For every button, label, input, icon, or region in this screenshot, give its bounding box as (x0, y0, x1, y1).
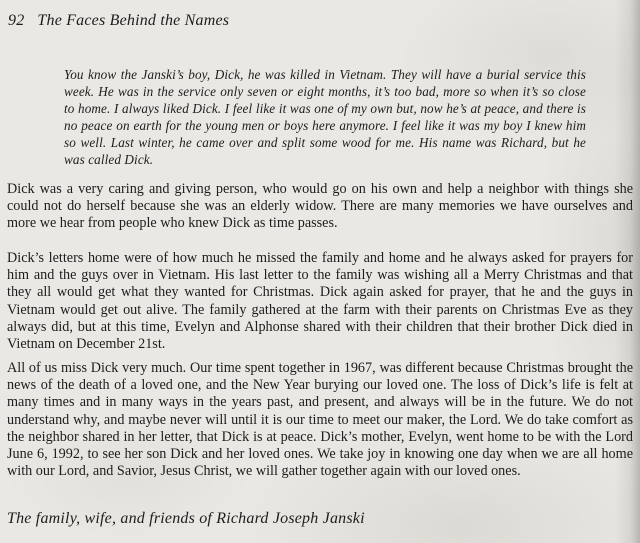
page-number: 92 (8, 12, 25, 29)
neighbor-letter-quote: You know the Janski’s boy, Dick, he was killed in Vietnam. They will have a burial service this week. He was in the service only seven or eight months, it’s too bad, more so when it’s so close to home. I always liked Dick. I feel like it was one of my own but, now he’s at peace, and there is no peace on earth for the young men or boys here anymore. I feel like it was my boy I knew him so well. Last winter, he came over and split some wood for me. His name was Richard, but he was called Dick. (64, 67, 586, 167)
running-header-title: The Faces Behind the Names (37, 12, 230, 29)
memorial-paragraph-3: All of us miss Dick very much. Our time spent together in 1967, was different because Christmas brought the news of the death of a loved one, and the New Year burying our loved one. The loss of Dick’s life is felt at many times and in many ways in the years past, and present, and always will be in the future. We do not understand why, and maybe never will until it is our time to meet our maker, the Lord. We do take comfort as the neighbor shared in her letter, that Dick is at peace. Dick’s mother, Evelyn, went home to be with the Lord June 6, 1992, to see her son Dick and her loved ones. We take joy in knowing one day when we are all home with our Lord, and Savior, Jesus Christ, we will gather together again with our loved ones. (7, 360, 633, 480)
attribution-signature: The family, wife, and friends of Richard Joseph Janski (7, 510, 365, 527)
memorial-paragraph-1: Dick was a very caring and giving person, who would go on his own and help a neighbor with things she could not do herself because she was an elderly widow. There are many memories we have ourselves and more we hear from people who knew Dick as time passes. (7, 181, 633, 232)
running-header (8, 12, 229, 30)
memorial-paragraph-2: Dick’s letters home were of how much he missed the family and home and he always asked for prayers for him and the guys over in Vietnam. His last letter to the family was wishing all a Merry Christmas and that they all would get what they wanted for Christmas. Dick again asked for prayer, that he and the guys in Vietnam would get out alive. The family gathered at the farm with their parents on Christmas Eve as they always did, but at this time, Evelyn and Alphonse shared with their children that their brother Dick died in Vietnam on December 21st. (7, 250, 633, 353)
